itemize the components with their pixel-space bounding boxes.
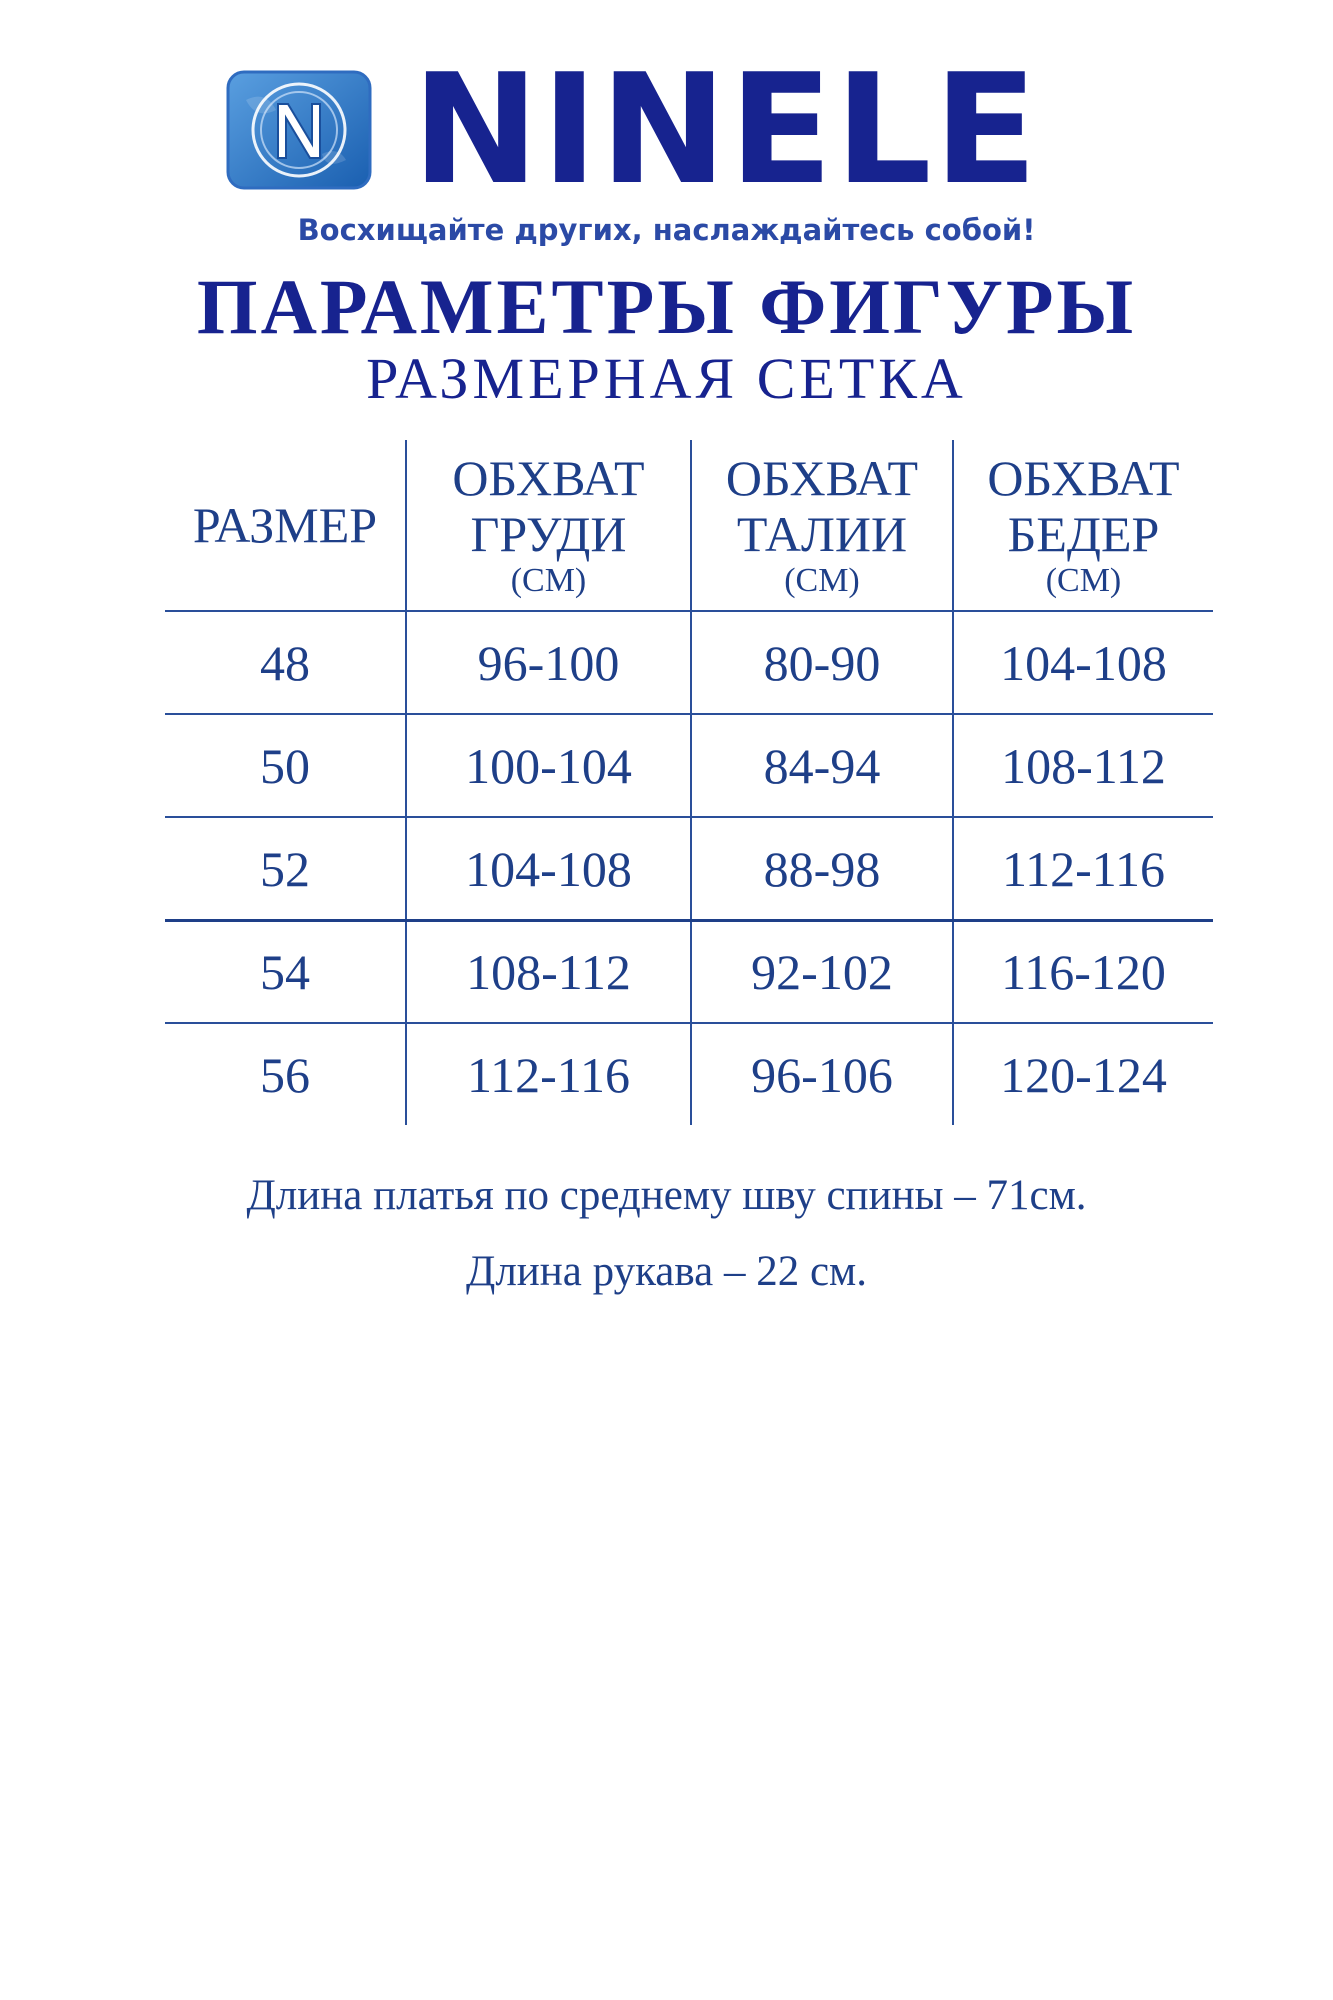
brand-header (226, 41, 1146, 218)
waist-value: 80-90 (763, 634, 881, 691)
table-header-row (165, 440, 1213, 610)
size-chart-table (165, 440, 1213, 1125)
page-subtitle: РАЗМЕРНАЯ СЕТКА (366, 346, 967, 411)
n-monogram-badge-icon (226, 70, 372, 190)
hips-value: 108-112 (1001, 737, 1166, 794)
header-bust-unit: (СМ) (510, 562, 587, 599)
bust-value: 112-116 (467, 1046, 630, 1103)
header-size-label: РАЗМЕР (192, 497, 378, 553)
header-bust-line-2: ГРУДИ (470, 506, 627, 562)
header-waist-line-2: ТАЛИИ (736, 506, 908, 562)
waist-value: 92-102 (751, 944, 893, 1000)
header-hips-unit: (СМ) (1045, 562, 1122, 599)
page-title: ПАРАМЕТРЫ ФИГУРЫ (196, 263, 1137, 350)
hips-value: 116-120 (1001, 944, 1166, 1000)
hips-value: 112-116 (1002, 840, 1165, 897)
table-row (165, 713, 1213, 816)
header-hips-line-1: ОБХВАТ (987, 450, 1180, 506)
size-value: 54 (260, 944, 310, 1000)
size-value: 52 (260, 840, 310, 897)
bust-value: 108-112 (466, 944, 631, 1000)
sleeve-length-note: Длина рукава – 22 см. (465, 1248, 868, 1295)
dress-length-note: Длина платья по среднему шву спины – 71см. (246, 1172, 1087, 1219)
header-bust-line-1: ОБХВАТ (452, 450, 645, 506)
bust-value: 100-104 (465, 737, 632, 794)
bust-value: 104-108 (465, 840, 632, 897)
header-cell-size (165, 440, 405, 610)
waist-value: 84-94 (763, 737, 881, 794)
waist-value: 96-106 (751, 1046, 893, 1103)
waist-value: 88-98 (763, 840, 881, 897)
table-row (165, 816, 1213, 919)
header-hips-line-2: БЕДЕР (1007, 506, 1160, 562)
size-value: 56 (260, 1046, 310, 1103)
size-value: 48 (260, 634, 310, 691)
header-cell-hips (952, 440, 1213, 610)
bust-value: 96-100 (477, 634, 620, 691)
brand-wordmark: NINELE (412, 41, 1040, 218)
header-waist-unit: (СМ) (784, 562, 860, 599)
table-row (165, 919, 1213, 1022)
hips-value: 120-124 (1000, 1046, 1167, 1103)
table-row (165, 610, 1213, 713)
brand-slogan: Восхищайте других, наслаждайтесь собой! (297, 213, 1036, 247)
header-waist-line-1: ОБХВАТ (725, 450, 919, 506)
size-value: 50 (260, 737, 310, 794)
table-row (165, 1022, 1213, 1125)
header-cell-waist (690, 440, 952, 610)
header-cell-bust (405, 440, 690, 610)
hips-value: 104-108 (1000, 634, 1167, 691)
